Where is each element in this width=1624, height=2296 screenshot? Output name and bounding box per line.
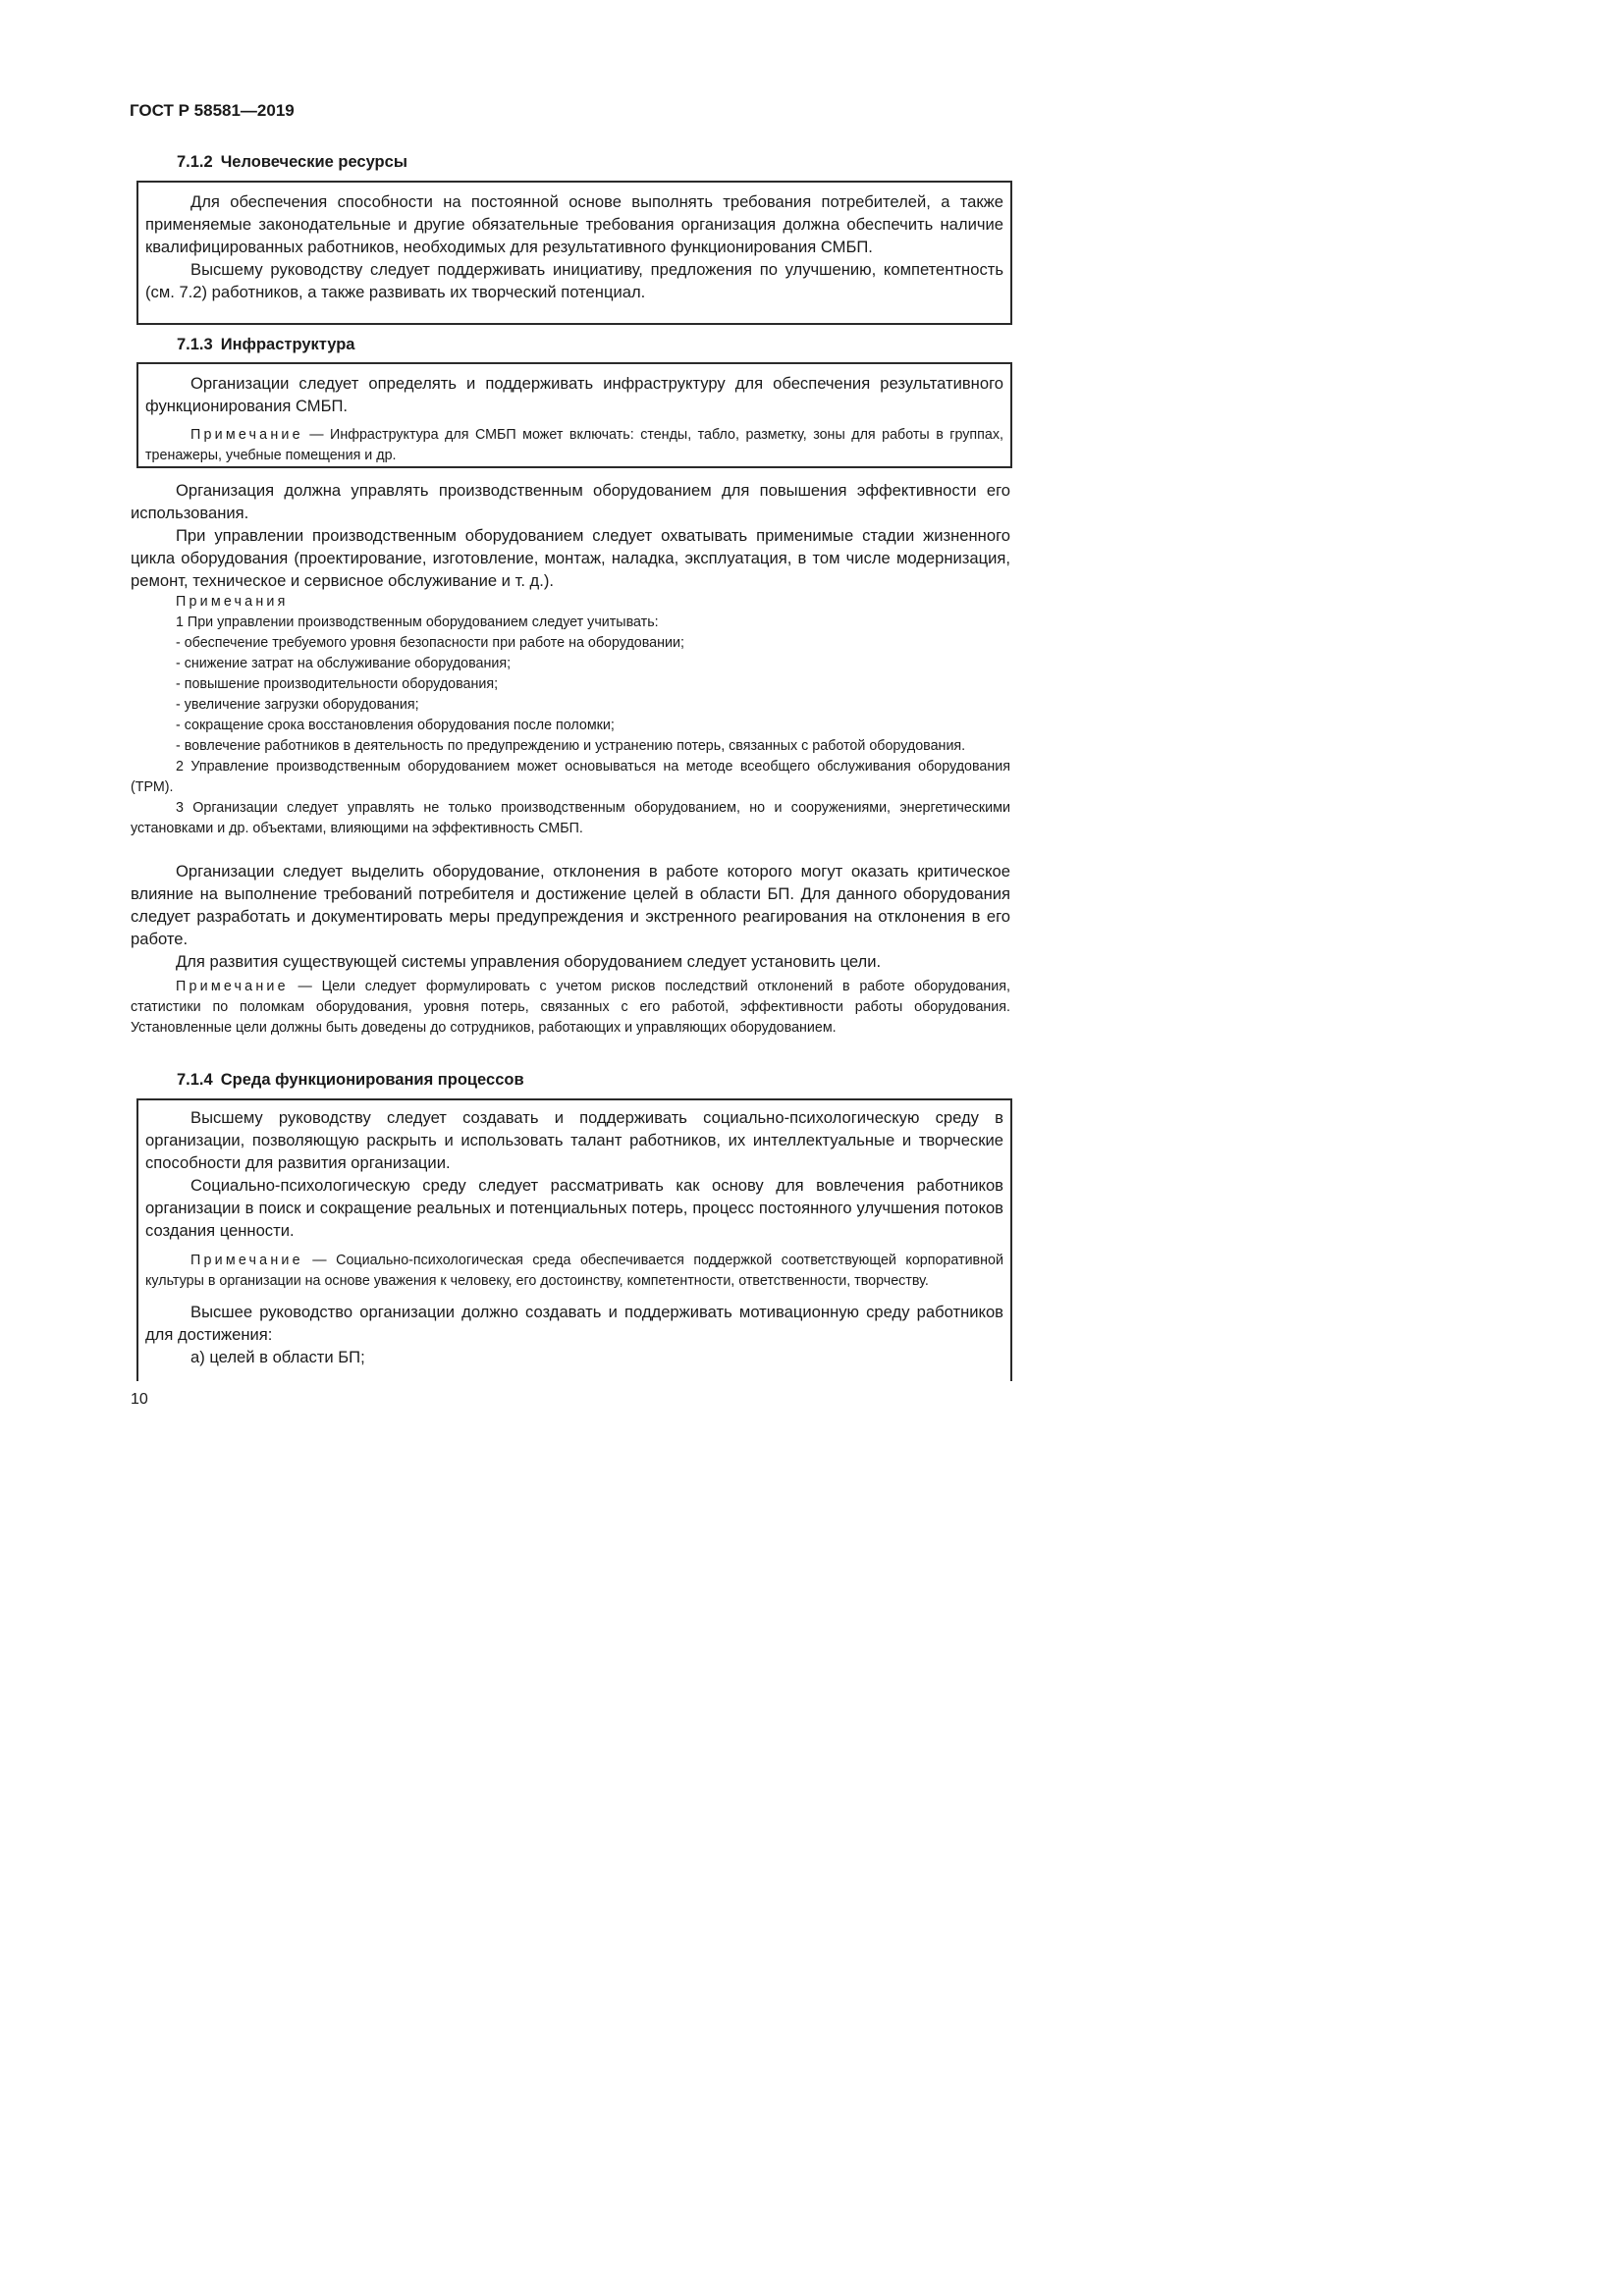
- note-1-item: - обеспечение требуемого уровня безопасности при работе на оборудовании;: [176, 635, 684, 651]
- section-number: 7.1.4: [177, 1071, 213, 1089]
- requirement-box-7-1-2: [136, 181, 1012, 325]
- body-text-7-1-3: [131, 479, 1010, 592]
- list-item-a: а) целей в области БП;: [190, 1348, 365, 1366]
- section-title: Инфраструктура: [220, 336, 355, 353]
- paragraph: При управлении производственным оборудованием следует охватывать применимые стадии жизненного цикла оборудования (проектирование, изготовление, монтаж, наладка, эксплуатация, в том числе модернизация, ремонт, техническое и сервисное обслуживание и т. д.).: [131, 526, 1010, 590]
- section-number: 7.1.2: [177, 153, 213, 171]
- note-label: Примечание: [190, 427, 303, 443]
- paragraph: Социально-психологическую среду следует рассматривать как основу для вовлечения работников организации в поиск и сокращение реальных и потенциальных потерь, процесс постоянного улучшения потоков создания ценности.: [145, 1176, 1003, 1240]
- document-header: ГОСТ Р 58581—2019: [130, 101, 295, 120]
- note-1-item: - сокращение срока восстановления оборудования после поломки;: [176, 718, 615, 733]
- requirement-box-7-1-4: [136, 1098, 1012, 1381]
- paragraph: Высшее руководство организации должно создавать и поддерживать мотивационную среду работников для достижения:: [145, 1303, 1003, 1344]
- section-heading-7-1-2: [177, 153, 407, 172]
- body-text-equipment: [131, 860, 1010, 973]
- note-1-intro: 1 При управлении производственным оборудованием следует учитывать:: [176, 614, 659, 630]
- note: [145, 1251, 1003, 1292]
- paragraph: Организации следует выделить оборудование, отклонения в работе которого могут оказать критическое влияние на выполнение требований потребителя и достижение целей в области БП. Для данного оборудования следует разработать и документировать меры предупреждения и экстренного реагирования на отклонения в его работе.: [131, 862, 1010, 948]
- note-2: 2 Управление производственным оборудованием может основываться на методе всеобщего обслуживания оборудования (ТРМ).: [131, 759, 1010, 795]
- note-text: — Цели следует формулировать с учетом рисков последствий отклонений в работе оборудования, статистики по поломкам оборудования, уровня потерь, связанных с его работой, эффективности работы оборудования. Установленные цели должны быть доведены до сотрудников, работающих и управляющих оборудованием.: [131, 979, 1010, 1036]
- note-1-item: - вовлечение работников в деятельность по предупреждению и устранению потерь, связанных с работой оборудования.: [176, 738, 966, 754]
- paragraph: Для развития существующей системы управления оборудованием следует установить цели.: [176, 952, 882, 971]
- note-text: — Инфраструктура для СМБП может включать: стенды, табло, разметку, зоны для работы в группах, тренажеры, учебные помещения и др.: [145, 427, 1003, 463]
- page-number: 10: [131, 1391, 148, 1408]
- paragraph: Высшему руководству следует создавать и поддерживать социально-психологическую среду в организации, позволяющую раскрыть и использовать талант работников, их интеллектуальные и творческие способности для развития организации.: [145, 1108, 1003, 1172]
- notes-block: [131, 592, 1010, 839]
- paragraph: Для обеспечения способности на постоянной основе выполнять требования потребителей, а также применяемые законодательные и другие обязательные требования организация должна обеспечить наличие квалифицированных работников, необходимых для результативного функционирования СМБП.: [145, 192, 1003, 256]
- note-text: — Социально-психологическая среда обеспечивается поддержкой соответствующей корпоративной культуры в организации на основе уважения к человеку, его достоинству, компетентности, ответственности, творчеству.: [145, 1253, 1003, 1289]
- requirement-box-7-1-3: [136, 362, 1012, 468]
- note: [131, 977, 1010, 1039]
- note-label: Примечание: [176, 979, 289, 994]
- section-title: Среда функционирования процессов: [220, 1071, 524, 1089]
- paragraph: Организация должна управлять производственным оборудованием для повышения эффективности его использования.: [131, 481, 1010, 522]
- note-1-item: - повышение производительности оборудования;: [176, 676, 499, 692]
- note-3: 3 Организации следует управлять не только производственным оборудованием, но и сооружениями, энергетическими установками и др. объектами, влияющими на эффективность СМБП.: [131, 800, 1010, 836]
- note-1-item: - увеличение загрузки оборудования;: [176, 697, 419, 713]
- section-number: 7.1.3: [177, 336, 213, 353]
- note-goals: [131, 977, 1010, 1039]
- note-1-item: - снижение затрат на обслуживание оборудования;: [176, 656, 512, 671]
- note: [145, 425, 1003, 466]
- section-heading-7-1-3: [177, 336, 354, 354]
- paragraph: Организации следует определять и поддерживать инфраструктуру для обеспечения результативного функционирования СМБП.: [145, 374, 1003, 415]
- section-title: Человеческие ресурсы: [220, 153, 407, 171]
- section-heading-7-1-4: [177, 1071, 524, 1090]
- note-label: Примечание: [190, 1253, 303, 1268]
- notes-label: Примечания: [176, 594, 289, 610]
- paragraph: Высшему руководству следует поддерживать инициативу, предложения по улучшению, компетентность (см. 7.2) работников, а также развивать их творческий потенциал.: [145, 260, 1003, 301]
